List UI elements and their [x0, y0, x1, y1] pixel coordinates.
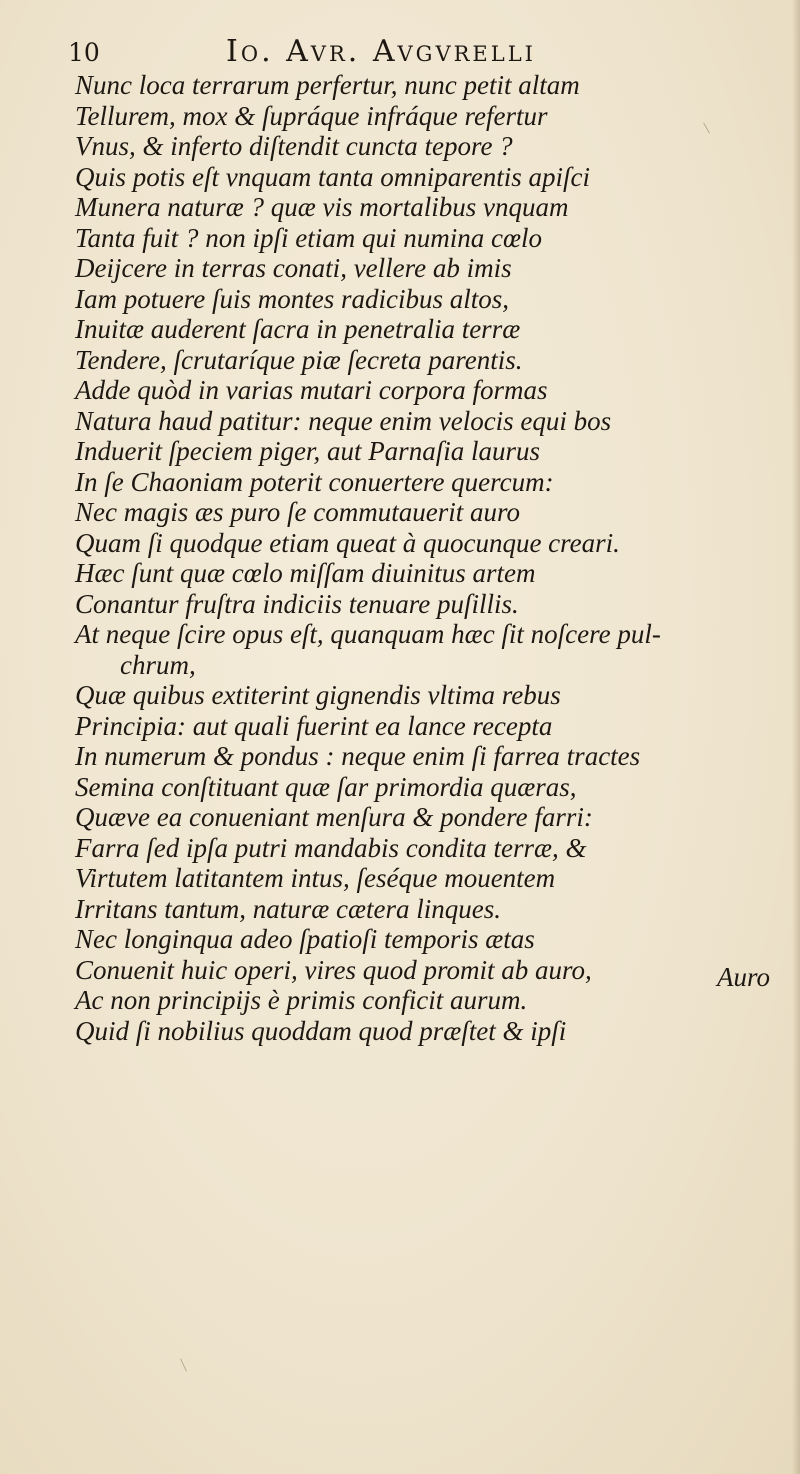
verse-line: Nunc loca terrarum perfertur, nunc petit altam — [75, 70, 580, 100]
page-number: 10 — [68, 38, 100, 67]
verse-line-continuation: chrum, — [120, 649, 196, 680]
verse-line: Quæve ea conueniant menſura & pondere farri: — [75, 802, 593, 832]
verse-line: Natura haud patitur: neque enim velocis equi bos — [75, 405, 612, 436]
verse-line: Quis potis eſt vnquam tanta omniparentis apiſci — [75, 161, 590, 192]
running-head: Io. Avr. Avgvrelli — [226, 34, 536, 69]
verse-line: Quæ quibus extiterint gignendis vltima rebus — [75, 680, 561, 710]
verse-line: Quid ſi nobilius quoddam quod præſtet & ipſi — [75, 1015, 567, 1046]
verse-line: Munera naturæ ? quæ vis mortalibus vnquam — [75, 192, 569, 222]
verse-line: Quam ſi quodque etiam queat à quocunque creari. — [75, 527, 620, 558]
verse-line: Tellurem, mox & ſupráque infráque refertur — [75, 100, 548, 131]
verse-line: Tendere, ſcrutaríque piæ ſecreta parentis. — [75, 344, 523, 375]
verse-line: Tanta fuit ? non ipſi etiam qui numina cœlo — [75, 222, 543, 253]
paper-fleck — [180, 1358, 187, 1371]
page-edge-shadow — [792, 0, 800, 1474]
verse-line: Ac non principijs è primis conficit aurum. — [75, 985, 528, 1015]
verse-line: Iam potuere ſuis montes radicibus altos, — [75, 283, 509, 314]
verse-line: At neque ſcire opus eſt, quanquam hæc ſit noſcere pul- — [75, 619, 661, 649]
verse-line: Adde quòd in varias mutari corpora formas — [75, 375, 548, 405]
verse-line: Virtutem latitantem intus, ſeséque mouentem — [75, 863, 556, 893]
verse-line: In ſe Chaoniam poterit conuertere quercum: — [75, 466, 554, 497]
verse-line: Conantur fruſtra indiciis tenuare puſillis. — [75, 588, 519, 619]
verse-line: Conuenit huic operi, vires quod promit ab auro, — [75, 954, 592, 985]
verse-line: Induerit ſpeciem piger, aut Parnaſia laurus — [75, 436, 540, 466]
verse-line: Farra ſed ipſa putri mandabis condita terræ, & — [75, 832, 587, 863]
verse-line: Hæc ſunt quæ cœlo miſſam diuinitus artem — [75, 558, 536, 588]
verse-line: In numerum & pondus : neque enim ſi farrea tractes — [75, 741, 641, 771]
verse-line: Vnus, & inferto diſtendit cuncta tepore ? — [75, 131, 513, 161]
verse-text — [75, 70, 780, 1046]
verse-line: Nec longinqua adeo ſpatioſi temporis ætas — [75, 924, 535, 954]
verse-line: Nec magis æs puro ſe commutauerit auro — [75, 497, 520, 527]
verse-line: Irritans tantum, naturæ cætera linques. — [75, 893, 502, 924]
verse-line: Inuitæ auderent ſacra in penetralia terræ — [75, 314, 521, 344]
catchword: Auro — [717, 962, 770, 992]
verse-line: Principia: aut quali fuerint ea lance recepta — [75, 710, 553, 741]
verse-line: Deijcere in terras conati, vellere ab imis — [75, 253, 512, 283]
verse-line: Semina conſtituant quæ ſar primordia quæras, — [75, 771, 577, 802]
